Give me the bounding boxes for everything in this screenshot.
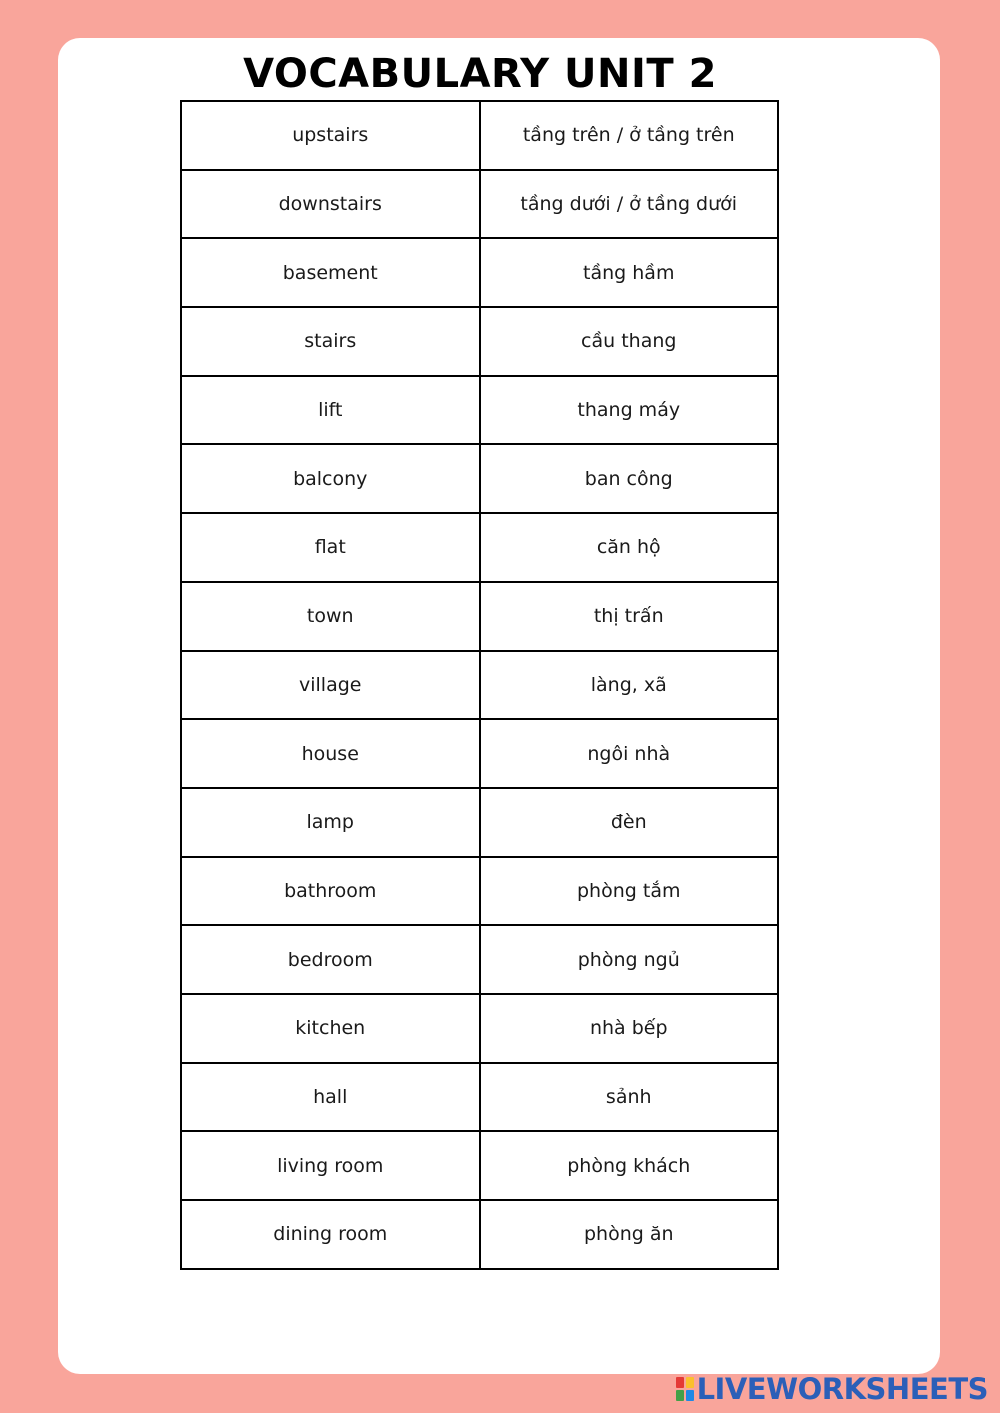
english-word-cell: upstairs bbox=[181, 101, 480, 170]
english-word-cell: bathroom bbox=[181, 857, 480, 926]
english-word-cell: balcony bbox=[181, 444, 480, 513]
table-row bbox=[181, 1063, 778, 1132]
vocabulary-table bbox=[180, 100, 779, 1270]
english-word-cell: stairs bbox=[181, 307, 480, 376]
table-row bbox=[181, 238, 778, 307]
liveworksheets-wordmark: LIVEWORKSHEETS bbox=[696, 1372, 988, 1406]
table-row bbox=[181, 651, 778, 720]
table-row bbox=[181, 1200, 778, 1269]
vietnamese-meaning-cell: tầng trên / ở tầng trên bbox=[480, 101, 779, 170]
vietnamese-meaning-cell: cầu thang bbox=[480, 307, 779, 376]
vietnamese-meaning-cell: ngôi nhà bbox=[480, 719, 779, 788]
english-word-cell: town bbox=[181, 582, 480, 651]
mark-square-1 bbox=[676, 1377, 684, 1388]
table-row bbox=[181, 582, 778, 651]
vietnamese-meaning-cell: thang máy bbox=[480, 376, 779, 445]
vietnamese-meaning-cell: phòng ăn bbox=[480, 1200, 779, 1269]
table-row bbox=[181, 170, 778, 239]
mark-square-4 bbox=[686, 1390, 694, 1401]
vietnamese-meaning-cell: phòng khách bbox=[480, 1131, 779, 1200]
vietnamese-meaning-cell: sảnh bbox=[480, 1063, 779, 1132]
english-word-cell: hall bbox=[181, 1063, 480, 1132]
vietnamese-meaning-cell: đèn bbox=[480, 788, 779, 857]
mark-square-2 bbox=[686, 1377, 694, 1388]
table-row bbox=[181, 376, 778, 445]
vietnamese-meaning-cell: tầng dưới / ở tầng dưới bbox=[480, 170, 779, 239]
table-row bbox=[181, 307, 778, 376]
table-row bbox=[181, 857, 778, 926]
liveworksheets-logo bbox=[676, 1373, 988, 1405]
mark-square-3 bbox=[676, 1390, 684, 1401]
table-row bbox=[181, 101, 778, 170]
table-row bbox=[181, 925, 778, 994]
english-word-cell: village bbox=[181, 651, 480, 720]
liveworksheets-mark-icon bbox=[676, 1377, 694, 1401]
english-word-cell: living room bbox=[181, 1131, 480, 1200]
table-row bbox=[181, 788, 778, 857]
table-row bbox=[181, 513, 778, 582]
table-row bbox=[181, 444, 778, 513]
english-word-cell: lamp bbox=[181, 788, 480, 857]
vietnamese-meaning-cell: làng, xã bbox=[480, 651, 779, 720]
vietnamese-meaning-cell: phòng ngủ bbox=[480, 925, 779, 994]
vietnamese-meaning-cell: thị trấn bbox=[480, 582, 779, 651]
vietnamese-meaning-cell: ban công bbox=[480, 444, 779, 513]
english-word-cell: lift bbox=[181, 376, 480, 445]
page-title: VOCABULARY UNIT 2 bbox=[243, 51, 717, 97]
table-row bbox=[181, 1131, 778, 1200]
table-row bbox=[181, 719, 778, 788]
english-word-cell: bedroom bbox=[181, 925, 480, 994]
table-row bbox=[181, 994, 778, 1063]
vietnamese-meaning-cell: căn hộ bbox=[480, 513, 779, 582]
vietnamese-meaning-cell: tầng hầm bbox=[480, 238, 779, 307]
english-word-cell: basement bbox=[181, 238, 480, 307]
vietnamese-meaning-cell: phòng tắm bbox=[480, 857, 779, 926]
vietnamese-meaning-cell: nhà bếp bbox=[480, 994, 779, 1063]
english-word-cell: kitchen bbox=[181, 994, 480, 1063]
english-word-cell: downstairs bbox=[181, 170, 480, 239]
vocabulary-table-body bbox=[181, 101, 778, 1269]
english-word-cell: house bbox=[181, 719, 480, 788]
english-word-cell: dining room bbox=[181, 1200, 480, 1269]
english-word-cell: flat bbox=[181, 513, 480, 582]
